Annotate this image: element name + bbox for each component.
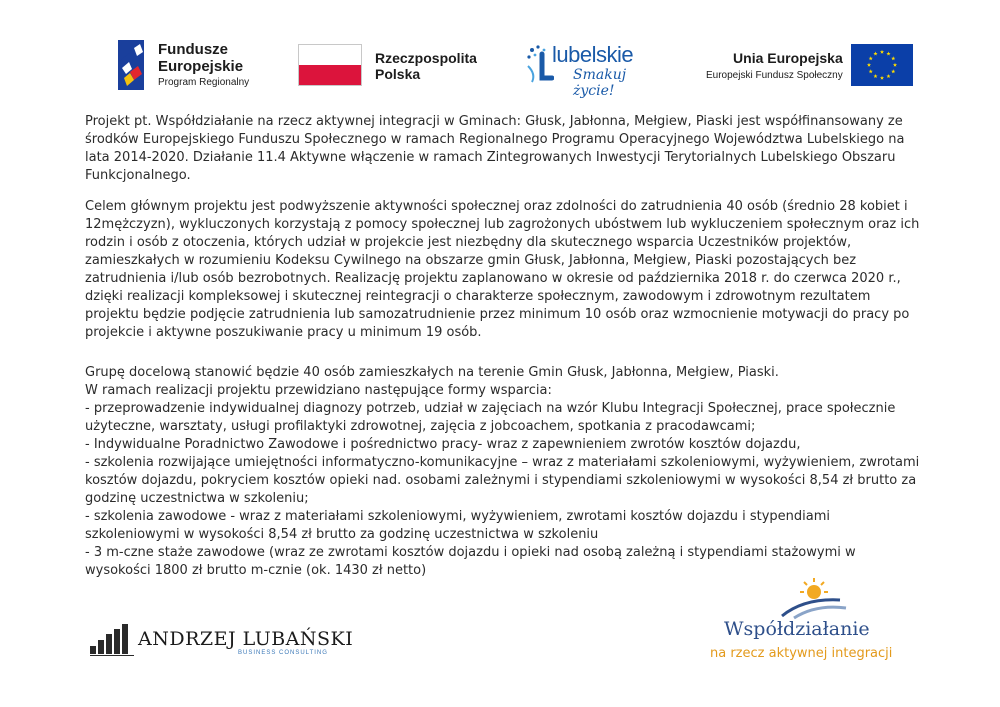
fe-line1: Fundusze [158,41,228,58]
logo-lubelskie [526,42,656,99]
ue-line2: Europejski Fundusz Społeczny [706,69,843,81]
logo-wspoldzialanie [710,576,910,668]
andrzej-name: ANDRZEJ LUBAŃSKI [138,628,354,650]
logo-rzeczpospolita-polska [298,44,477,86]
eu-star-icon [891,69,895,73]
list-item: - przeprowadzenie indywidualnej diagnozy potrzeb, udział w zajęciach na wzór Klubu Integracji Społecznej, prace społecznie użyteczne, warsztaty, usługi profilaktyki zdrowotnej, zajęcia z jobcoachem, spotkania z pracodawcami; [85,401,896,434]
eu-star-icon [880,50,884,54]
list-item: - szkolenia zawodowe - wraz z materiałami szkoleniowymi, wyżywieniem, zwrotami kosztów dojazdu i stypendiami szkoleniowymi w wysokości 8,54 zł brutto za godzinę uczestnictwa w szkoleniu [85,509,830,542]
eu-star-icon [867,63,871,67]
paragraph-project-goal: Celem głównym projektu jest podwyższenie aktywności społecznej oraz zdolności do zatrudnienia 40 osób (średnio 28 kobiet i 12mężczyzn), wykluczonych korzystają z pomocy społecznej lub zagrożonych ubóstwem lub wykluczeniem społecznym oraz ich rodzin i osób z otoczenia, których udział w projekcie jest niezbędny dla skutecznego wsparcia Uczestników projektów, zamieszkałych w rozumieniu Kodeksu Cywilnego na obszarze gmin Głusk, Jabłonna, Mełgiew, Piaski pozostających bez zatrudnienia i/lub osób bezrobotnych. Realizację projektu zaplanowano w okresie od października 2018 r. do czerwca 2020 r., dzięki realizacji kompleksowej i skutecznej reintegracji o charakterze społecznym, zawodowym i zdrowotnym rezultatem projektu będzie podjęcie zatrudnienia lub samozatrudnienie przez minimum 10 osób oraz wzmocnienie motywacji do pracy po projekcie i aktywne poszukiwanie pracy u minimum 19 osób. [85,199,920,340]
eu-star-icon [886,74,890,78]
list-item: - szkolenia rozwijające umiejętności informatyczno-komunikacyjne – wraz z materiałami szkoleniowymi, wyżywieniem, zwrotami kosztów dojazdu, pokryciem kosztów opieki nad. osobami zależnymi i stypendiami szkoleniowymi w wysokości 8,54 zł brutto za godzinę uczestnictwa w szkoleniu; [85,455,920,506]
paragraph-project-info: Projekt pt. Współdziałanie na rzecz aktywnej integracji w Gminach: Głusk, Jabłonna, Mełgiew, Piaski jest współfinansowany ze środków Europejskiego Funduszu Społecznego w ramach Regionalnego Programu Operacyjnego Województwa Lubelskiego na lata 2014-2020. Działanie 11.4 Aktywne włączenie w ramach Zintegrowanych Inwestycji Terytorialnych Lubelskiego Obszaru Funkcjonalnego. [85,114,905,183]
lubelskie-name: lubelskie [552,42,634,67]
eu-star-icon [893,63,897,67]
list-item: Grupę docelową stanowić będzie 40 osób zamieszkałych na terenie Gmin Głusk, Jabłonna, Mełgiew, Piaski. [85,365,779,380]
fe-line2: Europejskie [158,57,244,75]
fe-line3: Program Regionalny [158,77,250,88]
polish-flag-icon [298,44,362,86]
rp-line2: Polska [375,65,421,82]
lubelskie-slogan: Smakuj życie! [573,67,627,99]
andrzej-sub: BUSINESS CONSULTING [238,650,328,656]
eu-star-icon [873,74,877,78]
rp-line1: Rzeczpospolita [375,50,477,66]
eu-star-icon [891,56,895,60]
eu-star-icon [886,52,890,56]
project-description [85,113,920,580]
eu-star-icon [880,76,884,80]
wspoldzialanie-sub: na rzecz aktywnej integracji [710,646,893,661]
list-item: W ramach realizacji projektu przewidziano następujące formy wsparcia: [85,383,552,398]
fundusze-europejskie-icon [116,38,146,92]
eu-star-icon [868,56,872,60]
eu-star-icon [868,69,872,73]
ue-line1: Unia Europejska [733,49,843,66]
support-forms-list [85,364,920,580]
eu-star-icon [873,52,877,56]
sun-road-icon [774,576,854,620]
list-item: - 3 m-czne staże zawodowe (wraz ze zwrotami kosztów dojazdu i opieki nad osobą zależną i stypendiami stażowymi w wysokości 1800 zł brutto m-cznie (ok. 1430 zł netto) [85,545,856,578]
logo-fundusze-europejskie [116,38,249,92]
logo-andrzej-lubanski [90,624,354,660]
wspoldzialanie-title: Współdziałanie [724,618,870,640]
lubelskie-mark-icon [526,44,554,88]
bar-chart-logo-icon [90,624,134,656]
list-item: - Indywidualne Poradnictwo Zawodowe i pośrednictwo pracy- wraz z zapewnieniem zwrotów kosztów dojazdu, [85,437,801,452]
logo-unia-europejska [706,44,913,86]
eu-flag-icon [851,44,913,86]
